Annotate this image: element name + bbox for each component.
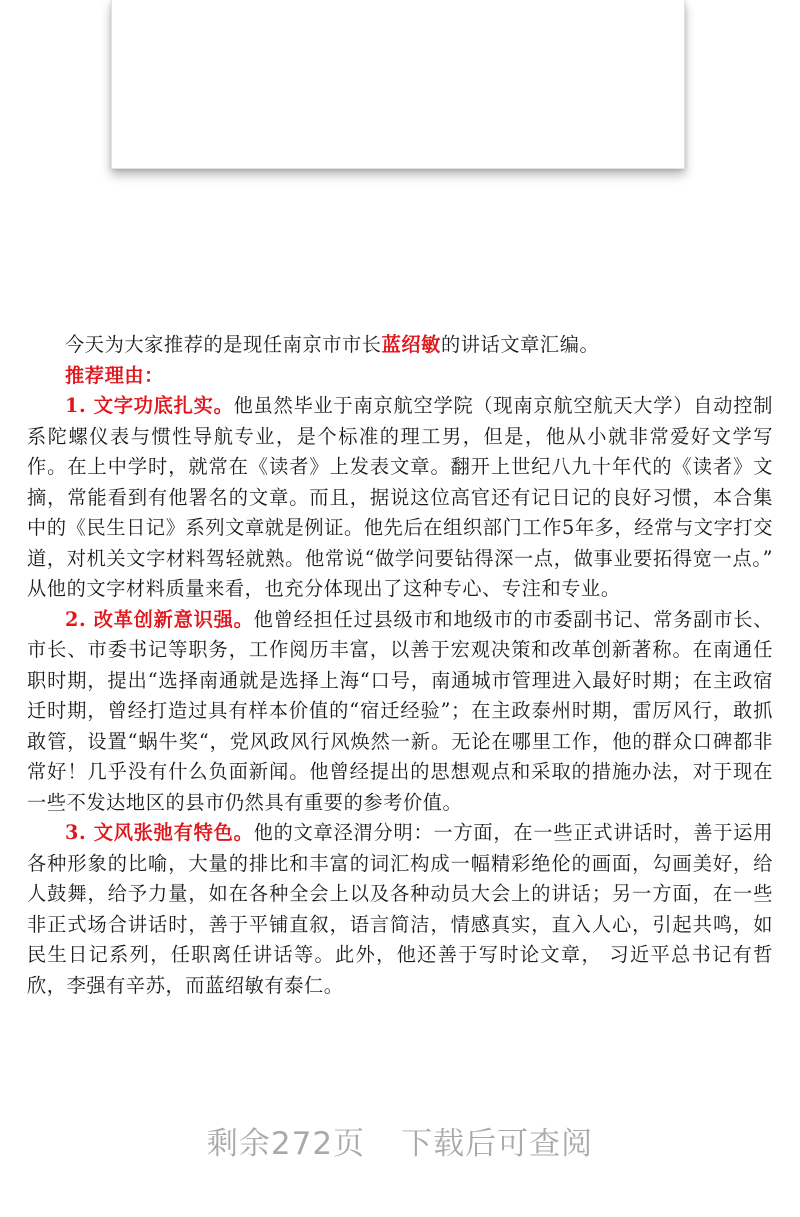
intro-text: 今天为大家推荐的是现任南京市市长	[65, 333, 382, 356]
reason-body: 他虽然毕业于南京航空学院（现南京航空航天大学）自动控制系陀螺仪表与惯性导航专业，是个标准的理工男，但是，他从小就非常爱好文学写作。在上中学时，就常在《读者》上发表文章。翻开上世纪八九十年代的《读者》文摘，常能看到有他署名的文章。而且，据说这位高官还有记日记的良好习惯，本合集中的《民生日记》系列文章就是例证。他先后在组织部门工作5年多，经常与文字打交道，对机关文字材料驾轻就熟。他常说“做学问要钻得深一点，做事业要拓得宽一点。” 从他的文字材料质量来看，也充分体现出了这种专心、专注和专业。	[27, 394, 773, 600]
reason-paragraph-2	[27, 605, 773, 819]
reason-title: 2. 改革创新意识强。	[65, 607, 254, 631]
remaining-pages-label: 剩余272页	[206, 1126, 366, 1162]
document-preview-card	[111, 0, 685, 169]
reason-heading: 推荐理由：	[65, 363, 164, 387]
download-to-view-label[interactable]: 下载后可查阅	[401, 1126, 594, 1162]
article-body	[27, 330, 773, 1001]
mayor-name: 蓝绍敏	[381, 333, 441, 356]
reason-title: 1. 文字功底扎实。	[65, 394, 234, 417]
intro-paragraph	[27, 330, 773, 361]
reason-heading-paragraph	[27, 361, 773, 392]
intro-text-end: 的讲话文章汇编。	[440, 333, 600, 356]
reason-body: 他曾经担任过县级市和地级市的市委副书记、常务副市长、市长、市委书记等职务，工作阅历丰富，以善于宏观决策和改革创新著称。在南通任职时期，提出“选择南通就是选择上海“口号，南通城市管理进入最好时期；在主政宿迁时期，曾经打造过具有样本价值的“宿迁经验”；在主政泰州时期，雷厉风行，敢抓敢管，设置“蜗牛奖“，党风政风行风焕然一新。无论在哪里工作，他的群众口碑都非常好！几乎没有什么负面新闻。他曾经提出的思想观点和采取的措施办法，对于现在一些不发达地区的县市仍然具有重要的参考价值。	[27, 607, 773, 814]
reason-body: 他的文章泾渭分明：一方面，在一些正式讲话时，善于运用各种形象的比喻，大量的排比和丰富的词汇构成一幅精彩绝伦的画面，勾画美好，给人鼓舞，给予力量，如在各种全会上以及各种动员大会上的讲话；另一方面，在一些非正式场合讲话时，善于平铺直叙，语言简洁，情感真实，直入人心，引起共鸣，如民生日记系列，任职离任讲话等。此外，他还善于写时论文章， 习近平总书记有哲欣，李强有辛苏，而蓝绍敏有泰仁。	[27, 821, 773, 997]
reason-title: 3. 文风张弛有特色。	[65, 821, 254, 844]
download-prompt[interactable]	[0, 1118, 800, 1163]
reason-paragraph-1	[27, 391, 773, 605]
reason-paragraph-3	[27, 818, 773, 1001]
